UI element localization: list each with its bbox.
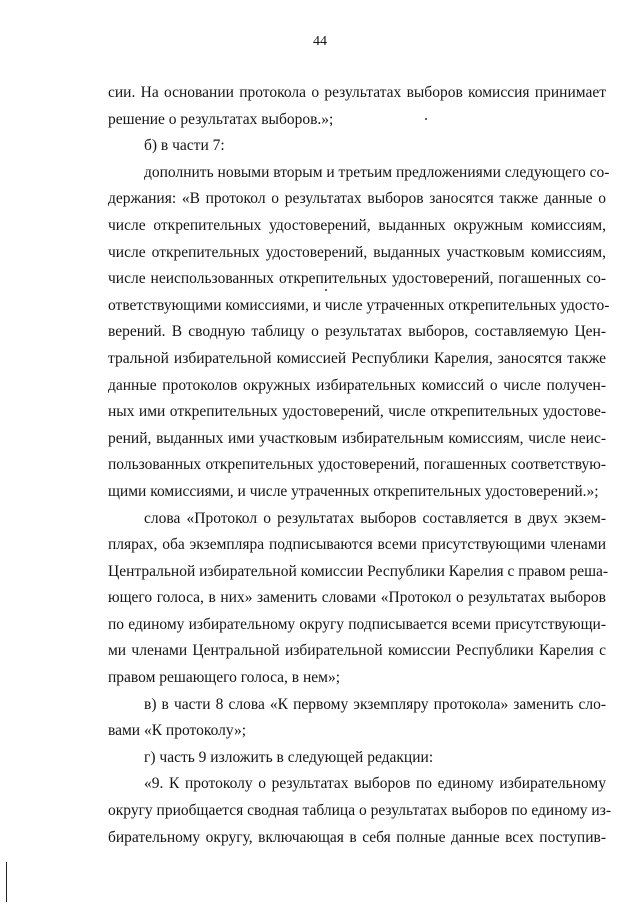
scan-speck (425, 118, 427, 120)
text-line: ми членами Центральной избирательной комиссии Республики Карелия с (108, 642, 606, 660)
text-line: в) в части 8 слова «К первому экземпляру протокола» заменить сло- (144, 695, 606, 713)
text-line: Центральной избирательной комиссии Республики Карелия с правом реша- (108, 562, 609, 580)
text-line: вами «К протоколу»; (108, 722, 247, 740)
text-line: б) в части 7: (144, 137, 225, 155)
text-line: «9. К протоколу о результатах выборов по единому избирательному (144, 775, 606, 793)
text-line: ответствующими комиссиями, и числе утраченных открепительных удосто- (108, 296, 610, 314)
text-line: решение о результатах выборов.»; (108, 110, 334, 128)
text-line: правом решающего голоса, в нем»; (108, 669, 341, 687)
text-line: пользованных открепительных удостоверений, погашенных соответствую- (108, 456, 606, 474)
text-line: г) часть 9 изложить в следующей редакции: (144, 748, 434, 766)
text-line: держания: «В протокол о результатах выборов заносятся также данные о (108, 190, 606, 208)
text-line: ных ими открепительных удостоверений, числе открепительных удостове- (108, 403, 606, 421)
text-line: верений. В сводную таблицу о результатах выборов, составляемую Цен- (108, 323, 606, 341)
text-line: слова «Протокол о результатах выборов составляется в двух экзем- (144, 509, 606, 527)
text-line: сии. На основании протокола о результатах выборов комиссия принимает (108, 84, 606, 101)
text-line: числе открепительных удостоверений, выданных участковым комиссиям, (108, 243, 606, 261)
scan-speck (325, 289, 327, 291)
text-line: ющего голоса, в них» заменить словами «Протокол о результатах выборов (108, 589, 606, 607)
text-line: рений, выданных ими участковым избирательным комиссиям, числе неис- (108, 429, 606, 447)
text-line: плярах, оба экземпляра подписываются всеми присутствующими членами (108, 536, 606, 554)
text-line: по единому избирательному округу подписывается всеми присутствующи- (108, 615, 606, 633)
text-line: округу приобщается сводная таблица о результатах выборов по единому из- (108, 802, 611, 820)
text-line: данные протоколов окружных избирательных комиссий о числе получен- (108, 376, 606, 394)
document-body (108, 80, 611, 851)
page-number: 44 (313, 34, 327, 49)
text-line: числе неиспользованных открепительных удостоверений, погашенных со- (108, 270, 606, 288)
text-line: дополнить новыми вторым и третьим предложениями следующего со- (144, 163, 610, 181)
text-line: тральной избирательной комиссией Республики Карелия, заносятся также (108, 349, 606, 367)
text-line: бирательному округу, включающая в себя полные данные всех поступив- (108, 828, 606, 846)
text-line: щими комиссиями, и числе утраченных открепительных удостоверений.»; (108, 482, 599, 500)
text-line: числе открепительных удостоверений, выданных окружным комиссиям, (108, 216, 606, 234)
scan-margin-mark (6, 862, 7, 902)
